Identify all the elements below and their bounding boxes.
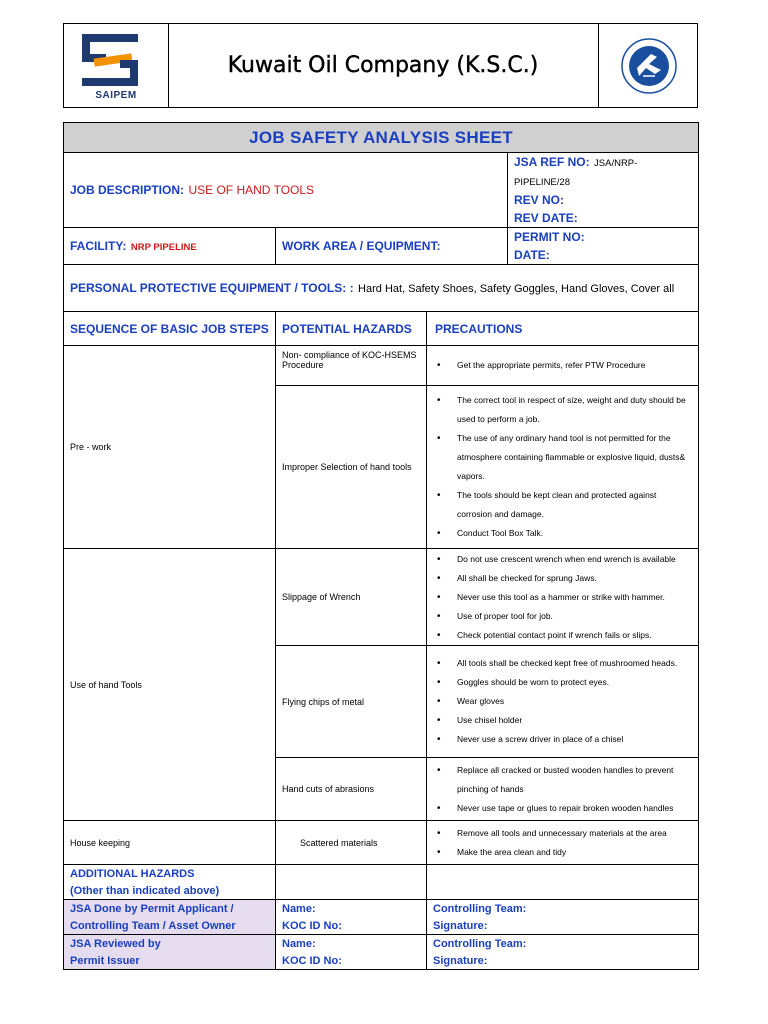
ppe-label: PERSONAL PROTECTIVE EQUIPMENT / TOOLS: : — [70, 281, 354, 295]
step-pre-work: Pre - work — [64, 346, 276, 549]
column-header-hazards: POTENTIAL HAZARDS — [276, 312, 427, 346]
precautions-chisel — [427, 646, 699, 758]
jsa-table — [63, 122, 699, 970]
reviewed-by-cell — [64, 935, 276, 970]
job-description-value: USE OF HAND TOOLS — [188, 183, 315, 197]
precaution-item: • The correct tool in respect of size, weight and duty should be used to perform a job. — [433, 391, 692, 429]
facility-value: NRP PIPELINE — [130, 242, 197, 253]
done-by-name-cell[interactable] — [276, 900, 427, 935]
saipem-logo-text: SAIPEM — [95, 90, 137, 101]
hazard-scattered-materials: Scattered materials — [276, 821, 427, 865]
saipem-logo-cell — [64, 24, 169, 107]
jsa-ref-value: JSA/NRP-PIPELINE/28 — [514, 158, 638, 188]
precaution-item: • The tools should be kept clean and protected against corrosion and damage. — [433, 486, 692, 524]
reviewed-by-name-cell[interactable] — [276, 935, 427, 970]
precaution-item: • Never use a screw driver in place of a chisel — [433, 730, 692, 749]
precaution-list — [433, 550, 692, 645]
reviewed-by-team-label: Controlling Team: — [433, 938, 527, 950]
work-area-cell — [276, 228, 508, 265]
additional-hazards-line1: ADDITIONAL HAZARDS — [70, 868, 195, 880]
hazard-flying-chips: Flying chips of metal — [276, 646, 427, 758]
precaution-item: • Remove all tools and unnecessary materials at the area — [433, 824, 692, 843]
permit-no-label: PERMIT NO: — [514, 230, 585, 244]
facility-cell — [64, 228, 276, 265]
document-header — [63, 23, 698, 108]
job-description-cell — [64, 153, 508, 228]
sheet-title: JOB SAFETY ANALYSIS SHEET — [64, 123, 699, 153]
permit-cell — [508, 228, 699, 265]
koc-logo-icon — [599, 24, 697, 107]
ref-cell — [508, 153, 699, 228]
step-use-of-hand-tools: Use of hand Tools — [64, 549, 276, 821]
column-header-precautions: PRECAUTIONS — [427, 312, 699, 346]
facility-label: FACILITY: — [70, 239, 127, 253]
work-area-label: WORK AREA / EQUIPMENT: — [282, 239, 441, 253]
precautions-tool-selection — [427, 386, 699, 549]
precaution-item: • All shall be checked for sprung Jaws. — [433, 569, 692, 588]
precaution-list — [433, 356, 692, 375]
ppe-cell — [64, 265, 699, 312]
additional-hazards-entry[interactable] — [276, 865, 427, 900]
reviewed-by-signature-cell[interactable] — [427, 935, 699, 970]
reviewed-by-signature-label: Signature: — [433, 955, 488, 967]
date-label: DATE: — [514, 248, 550, 262]
precautions-housekeeping — [427, 821, 699, 865]
additional-hazards-cell — [64, 865, 276, 900]
precaution-item: • Never use this tool as a hammer or strike with hammer. — [433, 588, 692, 607]
reviewed-by-line1: JSA Reviewed by — [70, 938, 161, 950]
done-by-cell — [64, 900, 276, 935]
precaution-item: • Do not use crescent wrench when end wrench is available — [433, 550, 692, 569]
hazard-hand-cuts: Hand cuts of abrasions — [276, 758, 427, 821]
job-description-label: JOB DESCRIPTION: — [70, 183, 185, 197]
reviewed-by-koc-id-label: KOC ID No: — [282, 955, 342, 967]
precaution-list — [433, 654, 692, 749]
precaution-item: • Get the appropriate permits, refer PTW Procedure — [433, 356, 692, 375]
precaution-item: • Use chisel holder — [433, 711, 692, 730]
hazard-improper-selection: Improper Selection of hand tools — [276, 386, 427, 549]
additional-hazards-line2: (Other than indicated above) — [70, 885, 220, 897]
done-by-signature-cell[interactable] — [427, 900, 699, 935]
company-name: Kuwait Oil Company (K.S.C.) — [227, 53, 539, 78]
column-header-steps: SEQUENCE OF BASIC JOB STEPS — [64, 312, 276, 346]
hazard-non-compliance: Non- compliance of KOC-HSEMS Procedure — [276, 346, 427, 386]
precautions-wrench — [427, 549, 699, 646]
company-name-cell — [168, 24, 599, 107]
precaution-item: • Check potential contact point if wrench fails or slips. — [433, 626, 692, 645]
precaution-item: • Use of proper tool for job. — [433, 607, 692, 626]
precaution-list — [433, 761, 692, 818]
done-by-line2: Controlling Team / Asset Owner — [70, 920, 236, 932]
precaution-item: • Goggles should be worn to protect eyes. — [433, 673, 692, 692]
done-by-koc-id-label: KOC ID No: — [282, 920, 342, 932]
reviewed-by-line2: Permit Issuer — [70, 955, 140, 967]
done-by-name-label: Name: — [282, 903, 316, 915]
koc-logo-cell — [599, 24, 697, 107]
step-house-keeping: House keeping — [64, 821, 276, 865]
precaution-item: • All tools shall be checked kept free of mushroomed heads. — [433, 654, 692, 673]
precaution-item: • Replace all cracked or busted wooden handles to prevent pinching of hands — [433, 761, 692, 799]
precaution-item: • Never use tape or glues to repair broken wooden handles — [433, 799, 692, 818]
done-by-team-label: Controlling Team: — [433, 903, 527, 915]
precaution-item: • Wear gloves — [433, 692, 692, 711]
jsa-ref-label: JSA REF NO: — [514, 155, 590, 169]
rev-no-label: REV NO: — [514, 193, 565, 207]
additional-precautions-entry[interactable] — [427, 865, 699, 900]
precaution-list — [433, 391, 692, 543]
precaution-list — [433, 824, 692, 862]
reviewed-by-name-label: Name: — [282, 938, 316, 950]
precaution-item: • Make the area clean and tidy — [433, 843, 692, 862]
ppe-value: Hard Hat, Safety Shoes, Safety Goggles, Hand Gloves, Cover all — [358, 283, 675, 295]
precautions-permits — [427, 346, 699, 386]
done-by-line1: JSA Done by Permit Applicant / — [70, 903, 234, 915]
precautions-handles — [427, 758, 699, 821]
done-by-signature-label: Signature: — [433, 920, 488, 932]
hazard-slippage-of-wrench: Slippage of Wrench — [276, 549, 427, 646]
precaution-item: • Conduct Tool Box Talk. — [433, 524, 692, 543]
precaution-item: • The use of any ordinary hand tool is not permitted for the atmosphere containing flammable or explosive liquid, dusts& vapors. — [433, 429, 692, 486]
rev-date-label: REV DATE: — [514, 211, 578, 225]
